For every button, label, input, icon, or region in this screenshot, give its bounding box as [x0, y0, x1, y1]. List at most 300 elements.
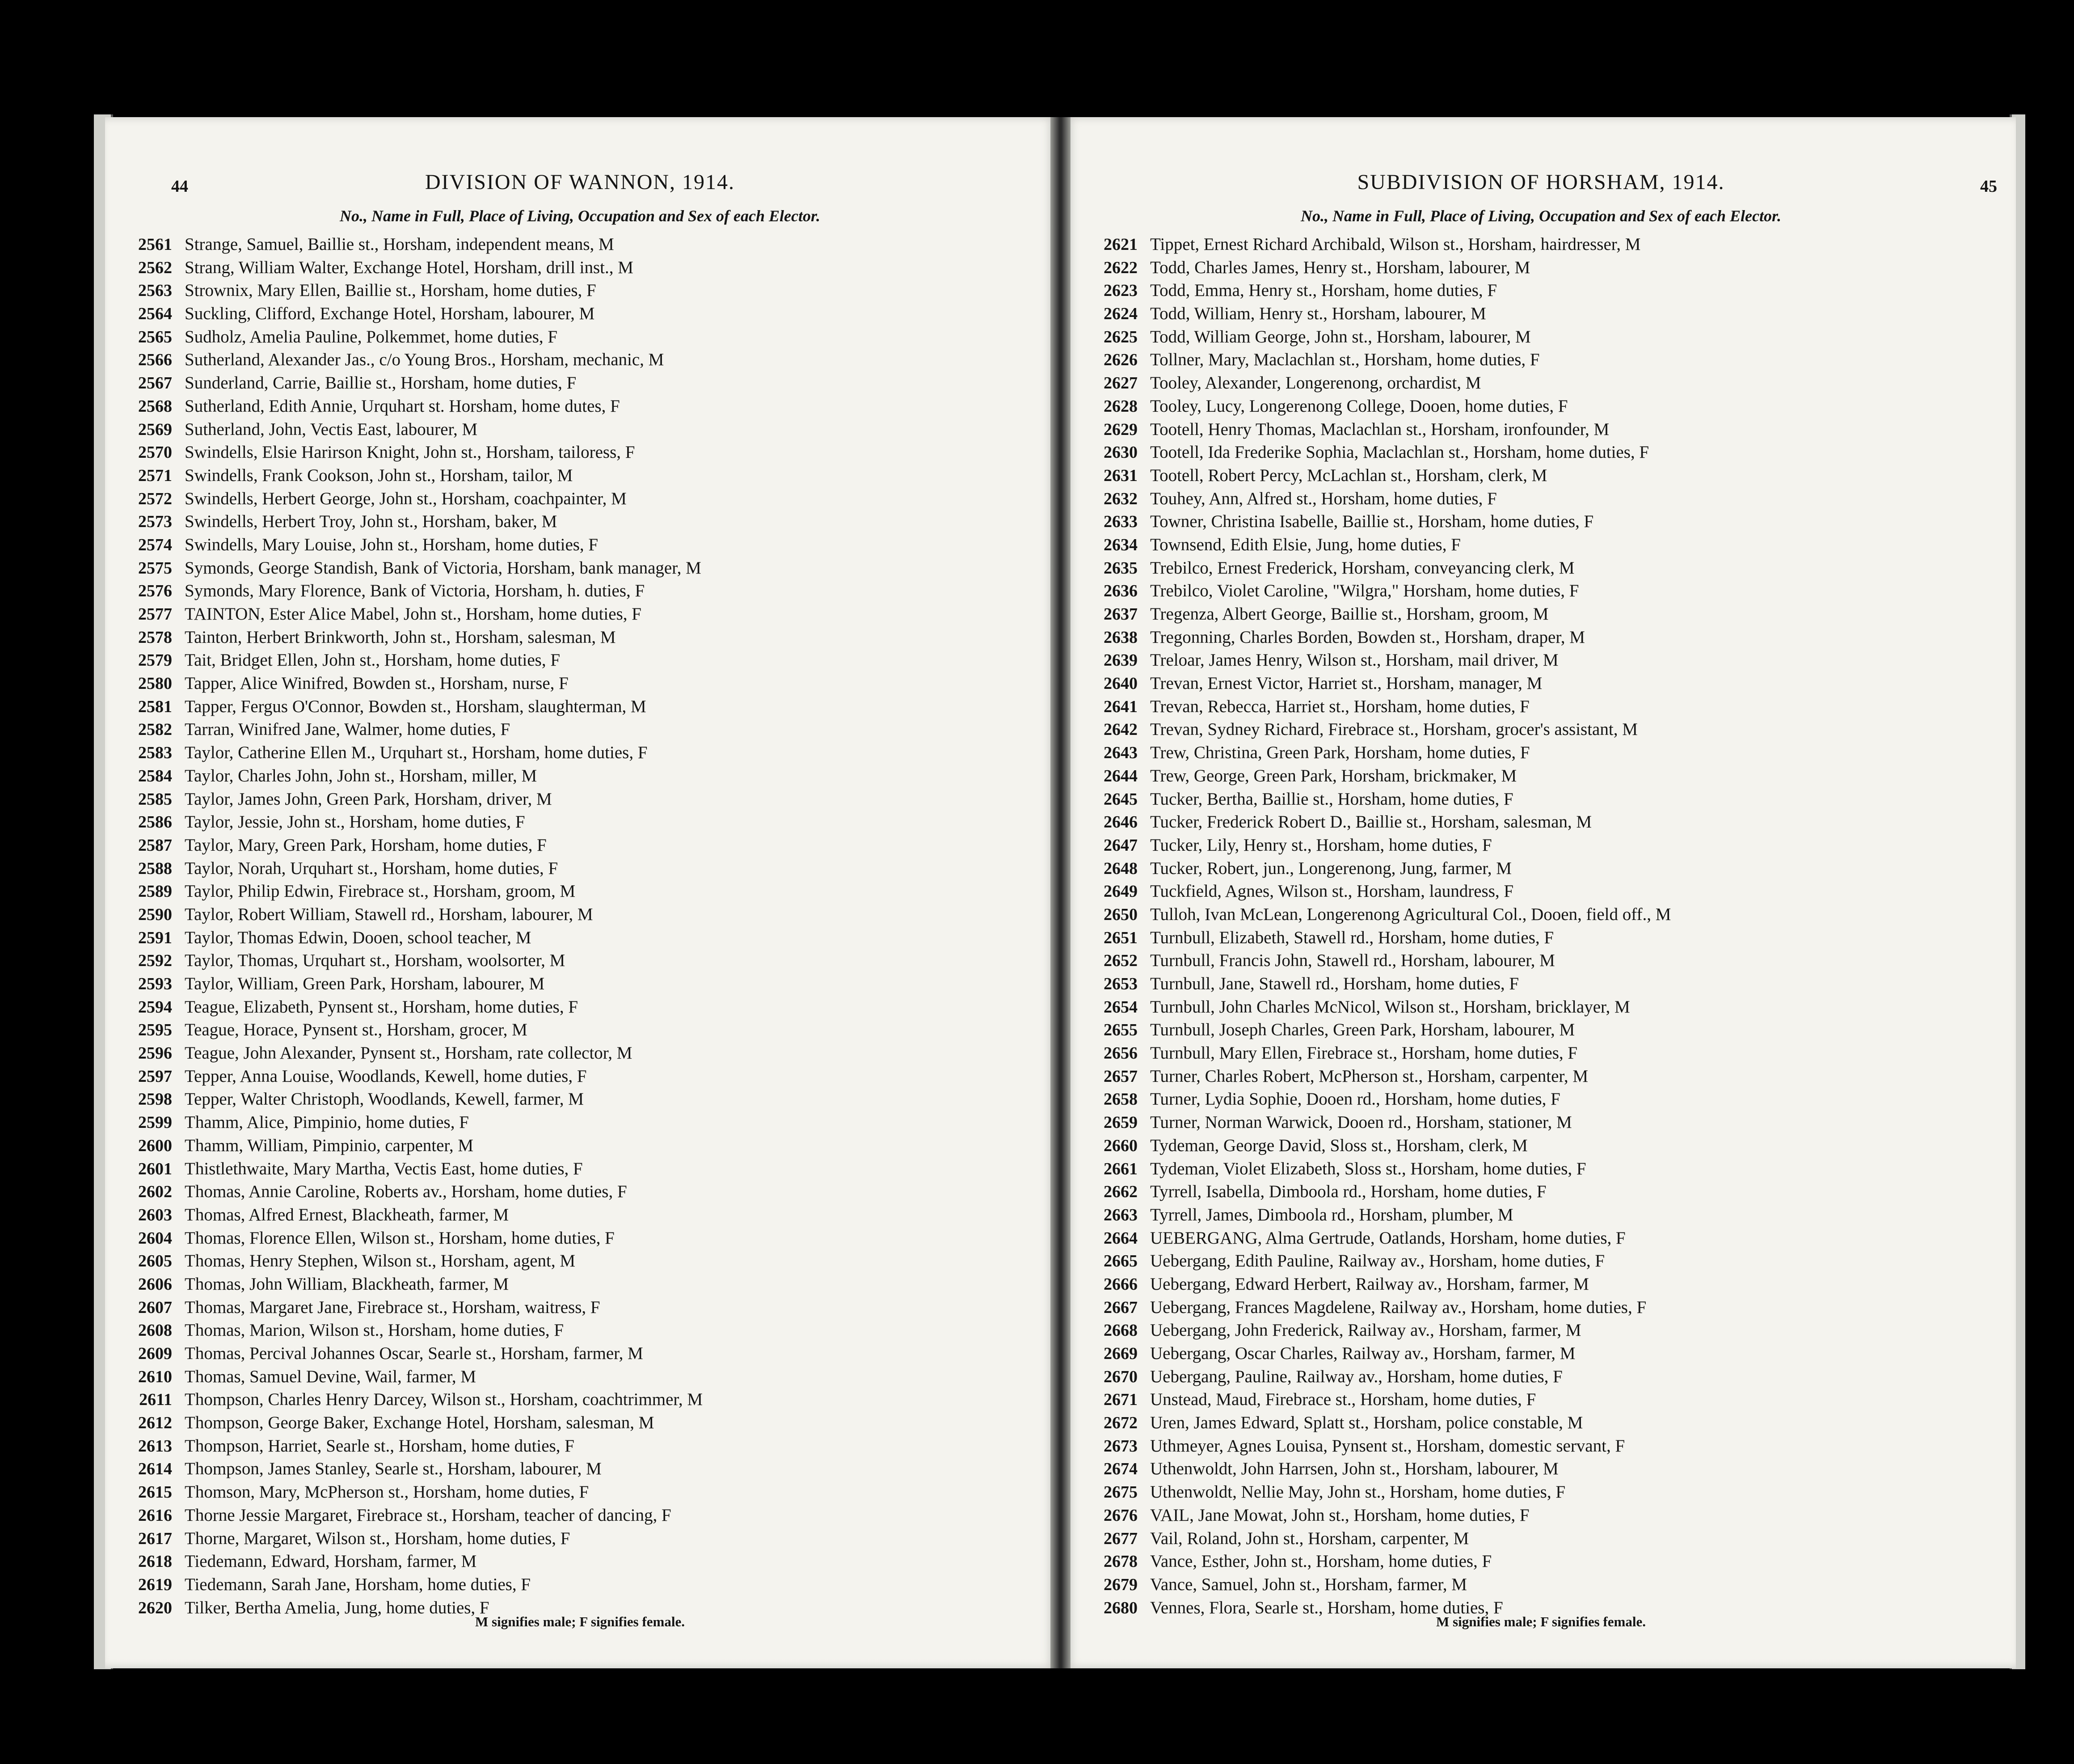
- elector-entry: [105, 1297, 1055, 1321]
- elector-number: 2600: [138, 1136, 172, 1155]
- elector-entry: [105, 719, 1055, 743]
- elector-details: Thomas, Marion, Wilson st., Horsham, home duties, F: [185, 1321, 564, 1340]
- elector-number: 2585: [138, 789, 172, 809]
- elector-details: Taylor, Thomas Edwin, Dooen, school teacher, M: [185, 928, 531, 947]
- elector-details: Sutherland, John, Vectis East, labourer, M: [185, 419, 478, 439]
- elector-details: Tollner, Mary, Maclachlan st., Horsham, home duties, F: [1150, 350, 1540, 370]
- elector-number: 2612: [138, 1414, 172, 1433]
- elector-entry: [1066, 1436, 2016, 1459]
- elector-details: Swindells, Elsie Harirson Knight, John st., Horsham, tailoress, F: [185, 443, 635, 462]
- elector-entry: [105, 1228, 1055, 1251]
- elector-entry: [105, 928, 1055, 951]
- elector-number: 2582: [138, 720, 172, 739]
- elector-number: 2671: [1104, 1390, 1138, 1410]
- elector-details: Uebergang, John Frederick, Railway av., Horsham, farmer, M: [1150, 1321, 1581, 1340]
- elector-entry: [105, 442, 1055, 465]
- elector-details: Thompson, Charles Henry Darcey, Wilson st., Horsham, coachtrimmer, M: [185, 1390, 703, 1410]
- elector-details: Uebergang, Edward Herbert, Railway av., Horsham, farmer, M: [1150, 1274, 1589, 1294]
- elector-entry: [1066, 650, 2016, 673]
- page-footer: M signifies male; F signifies female.: [475, 1614, 685, 1629]
- elector-details: Taylor, Mary, Green Park, Horsham, home duties, F: [185, 835, 547, 855]
- elector-entry: [1066, 1367, 2016, 1390]
- elector-entry: [105, 327, 1055, 350]
- elector-number: 2597: [138, 1067, 172, 1086]
- elector-number: 2670: [1104, 1367, 1138, 1386]
- elector-entry: [1066, 627, 2016, 650]
- elector-entry: [1066, 1112, 2016, 1135]
- elector-details: Tyrrell, James, Dimboola rd., Horsham, plumber, M: [1150, 1205, 1513, 1224]
- elector-number: 2571: [138, 466, 172, 485]
- elector-entry: [105, 234, 1055, 257]
- elector-number: 2646: [1104, 813, 1138, 832]
- elector-number: 2665: [1104, 1252, 1138, 1271]
- elector-number: 2581: [138, 697, 172, 716]
- elector-entry: [105, 1205, 1055, 1228]
- elector-details: Uebergang, Frances Magdelene, Railway av., Horsham, home duties, F: [1150, 1297, 1647, 1317]
- page-number: 45: [1980, 177, 1997, 196]
- elector-number: 2584: [138, 766, 172, 785]
- elector-details: Thorne Jessie Margaret, Firebrace st., Horsham, teacher of dancing, F: [185, 1505, 671, 1525]
- elector-entry: [105, 1135, 1055, 1159]
- elector-number: 2622: [1104, 258, 1138, 277]
- elector-number: 2644: [1104, 766, 1138, 785]
- elector-details: Turner, Norman Warwick, Dooen rd., Horsham, stationer, M: [1150, 1113, 1572, 1132]
- elector-number: 2618: [138, 1552, 172, 1571]
- elector-details: Sutherland, Edith Annie, Urquhart st. Horsham, home dutes, F: [185, 396, 620, 416]
- elector-details: Thorne, Margaret, Wilson st., Horsham, home duties, F: [185, 1528, 570, 1548]
- elector-number: 2620: [138, 1598, 172, 1617]
- elector-number: 2679: [1104, 1575, 1138, 1594]
- elector-number: 2565: [138, 327, 172, 346]
- elector-details: Uebergang, Edith Pauline, Railway av., Horsham, home duties, F: [1150, 1251, 1605, 1271]
- elector-number: 2578: [138, 628, 172, 647]
- elector-details: Sudholz, Amelia Pauline, Polkemmet, home duties, F: [185, 327, 558, 346]
- elector-details: Vance, Esther, John st., Horsham, home duties, F: [1150, 1552, 1492, 1571]
- elector-details: Todd, Emma, Henry st., Horsham, home duties, F: [1150, 281, 1497, 300]
- elector-details: Taylor, Philip Edwin, Firebrace st., Horsham, groom, M: [185, 882, 576, 901]
- elector-entry: [1066, 743, 2016, 766]
- elector-number: 2662: [1104, 1182, 1138, 1202]
- elector-entry: [1066, 1297, 2016, 1321]
- elector-entry: [1066, 442, 2016, 465]
- elector-details: Swindells, Herbert George, John st., Horsham, coachpainter, M: [185, 489, 627, 508]
- elector-details: Vance, Samuel, John st., Horsham, farmer, M: [1150, 1574, 1467, 1594]
- elector-details: Thomas, Henry Stephen, Wilson st., Horsham, agent, M: [185, 1251, 576, 1271]
- elector-number: 2636: [1104, 582, 1138, 601]
- elector-details: Tulloh, Ivan McLean, Longerenong Agricultural Col., Dooen, field off., M: [1150, 904, 1671, 924]
- elector-number: 2599: [138, 1113, 172, 1132]
- elector-details: Tiedemann, Edward, Horsham, farmer, M: [185, 1552, 477, 1571]
- elector-number: 2629: [1104, 420, 1138, 439]
- column-header: No., Name in Full, Place of Living, Occupation and Sex of each Elector.: [1301, 207, 1781, 225]
- elector-details: Trebilco, Violet Caroline, "Wilgra," Horsham, home duties, F: [1150, 581, 1579, 601]
- elector-entry: [1066, 1020, 2016, 1043]
- elector-entry: [1066, 789, 2016, 812]
- elector-number: 2658: [1104, 1090, 1138, 1109]
- elector-number: 2567: [138, 374, 172, 393]
- elector-entry: [1066, 1182, 2016, 1205]
- elector-number: 2645: [1104, 789, 1138, 809]
- elector-details: Tippet, Ernest Richard Archibald, Wilson st., Horsham, hairdresser, M: [1150, 235, 1641, 254]
- elector-number: 2566: [138, 350, 172, 370]
- elector-number: 2625: [1104, 327, 1138, 346]
- elector-details: Teague, Elizabeth, Pynsent st., Horsham, home duties, F: [185, 997, 578, 1017]
- elector-details: Taylor, Norah, Urquhart st., Horsham, home duties, F: [185, 858, 558, 878]
- elector-number: 2639: [1104, 651, 1138, 670]
- elector-details: Taylor, Thomas, Urquhart st., Horsham, woolsorter, M: [185, 951, 565, 971]
- elector-entry: [105, 650, 1055, 673]
- elector-entry: [105, 1482, 1055, 1505]
- elector-number: 2591: [138, 928, 172, 947]
- elector-number: 2666: [1104, 1274, 1138, 1294]
- elector-details: Thomas, John William, Blackheath, farmer, M: [185, 1274, 509, 1294]
- elector-number: 2569: [138, 420, 172, 439]
- elector-number: 2668: [1104, 1321, 1138, 1340]
- elector-number: 2642: [1104, 720, 1138, 739]
- elector-number: 2586: [138, 813, 172, 832]
- elector-details: Trevan, Sydney Richard, Firebrace st., Horsham, grocer's assistant, M: [1150, 720, 1638, 739]
- elector-number: 2601: [138, 1159, 172, 1178]
- elector-details: Swindells, Mary Louise, John st., Horsham, home duties, F: [185, 535, 599, 554]
- elector-entry: [1066, 1320, 2016, 1343]
- elector-number: 2664: [1104, 1228, 1138, 1248]
- elector-entry: [105, 673, 1055, 696]
- elector-entry: [1066, 604, 2016, 627]
- elector-entry: [105, 1459, 1055, 1482]
- elector-details: Symonds, Mary Florence, Bank of Victoria, Horsham, h. duties, F: [185, 581, 645, 601]
- elector-entry: [1066, 974, 2016, 997]
- elector-details: Thomas, Annie Caroline, Roberts av., Horsham, home duties, F: [185, 1182, 627, 1202]
- elector-details: Tainton, Herbert Brinkworth, John st., Horsham, salesman, M: [185, 627, 616, 647]
- elector-details: Sunderland, Carrie, Baillie st., Horsham, home duties, F: [185, 373, 577, 393]
- elector-number: 2680: [1104, 1598, 1138, 1617]
- elector-number: 2626: [1104, 350, 1138, 370]
- elector-details: Thomas, Margaret Jane, Firebrace st., Horsham, waitress, F: [185, 1297, 600, 1317]
- elector-details: Taylor, William, Green Park, Horsham, labourer, M: [185, 974, 545, 993]
- elector-details: Suckling, Clifford, Exchange Hotel, Horsham, labourer, M: [185, 304, 595, 324]
- elector-entry: [105, 511, 1055, 535]
- elector-number: 2580: [138, 674, 172, 693]
- elector-number: 2628: [1104, 397, 1138, 416]
- elector-number: 2657: [1104, 1067, 1138, 1086]
- elector-entry: [105, 743, 1055, 766]
- elector-entry: [1066, 465, 2016, 489]
- elector-entry: [105, 835, 1055, 858]
- elector-number: 2656: [1104, 1044, 1138, 1063]
- elector-entry: [1066, 1389, 2016, 1413]
- elector-details: Tait, Bridget Ellen, John st., Horsham, home duties, F: [185, 650, 561, 670]
- elector-number: 2593: [138, 975, 172, 993]
- elector-details: Strang, William Walter, Exchange Hotel, Horsham, drill inst., M: [185, 257, 633, 277]
- elector-number: 2577: [138, 605, 172, 624]
- elector-number: 2660: [1104, 1136, 1138, 1155]
- elector-number: 2631: [1104, 466, 1138, 485]
- elector-details: Tucker, Lily, Henry st., Horsham, home duties, F: [1150, 835, 1492, 855]
- elector-entry: [105, 604, 1055, 627]
- elector-entry: [1066, 766, 2016, 789]
- page-title: DIVISION OF WANNON, 1914.: [425, 170, 735, 194]
- elector-details: Touhey, Ann, Alfred st., Horsham, home duties, F: [1150, 489, 1497, 508]
- elector-details: Thomas, Percival Johannes Oscar, Searle st., Horsham, farmer, M: [185, 1344, 643, 1363]
- elector-number: 2579: [138, 651, 172, 670]
- elector-number: 2574: [138, 535, 172, 554]
- elector-details: Thomas, Florence Ellen, Wilson st., Horsham, home duties, F: [185, 1228, 615, 1248]
- elector-details: Thompson, James Stanley, Searle st., Horsham, labourer, M: [185, 1459, 602, 1479]
- elector-number: 2676: [1104, 1506, 1138, 1525]
- elector-entry: [105, 696, 1055, 720]
- elector-entry: [1066, 257, 2016, 281]
- page-footer: M signifies male; F signifies female.: [1436, 1614, 1646, 1629]
- elector-number: 2627: [1104, 374, 1138, 393]
- elector-number: 2675: [1104, 1483, 1138, 1502]
- elector-entry: [105, 581, 1055, 604]
- elector-entry: [1066, 1528, 2016, 1552]
- elector-entry: [105, 1574, 1055, 1598]
- elector-entry: [1066, 1251, 2016, 1274]
- elector-details: Thompson, George Baker, Exchange Hotel, Horsham, salesman, M: [185, 1413, 654, 1433]
- elector-details: Tapper, Fergus O'Connor, Bowden st., Horsham, slaughterman, M: [185, 696, 646, 716]
- elector-entry: [105, 396, 1055, 419]
- elector-entry: [1066, 350, 2016, 373]
- elector-entry: [105, 1066, 1055, 1089]
- elector-entry: [1066, 1043, 2016, 1066]
- elector-entry: [105, 881, 1055, 904]
- elector-entry: [105, 1343, 1055, 1367]
- elector-entry: [105, 373, 1055, 396]
- elector-entry: [105, 812, 1055, 835]
- elector-number: 2654: [1104, 997, 1138, 1017]
- elector-details: Tucker, Bertha, Baillie st., Horsham, home duties, F: [1150, 789, 1513, 809]
- elector-entry: [1066, 419, 2016, 443]
- elector-number: 2673: [1104, 1436, 1138, 1456]
- elector-entry: [105, 1436, 1055, 1459]
- elector-number: 2653: [1104, 975, 1138, 993]
- elector-details: Turner, Charles Robert, McPherson st., Horsham, carpenter, M: [1150, 1066, 1589, 1086]
- elector-details: Turnbull, Joseph Charles, Green Park, Horsham, labourer, M: [1150, 1020, 1575, 1040]
- elector-number: 2594: [138, 997, 172, 1017]
- elector-entry: [1066, 1551, 2016, 1574]
- elector-details: Townsend, Edith Elsie, Jung, home duties, F: [1150, 535, 1461, 554]
- elector-number: 2659: [1104, 1113, 1138, 1132]
- elector-details: Swindells, Frank Cookson, John st., Horsham, tailor, M: [185, 465, 573, 485]
- elector-entry: [1066, 327, 2016, 350]
- elector-number: 2649: [1104, 882, 1138, 901]
- elector-details: UEBERGANG, Alma Gertrude, Oatlands, Horsham, home duties, F: [1150, 1228, 1626, 1248]
- elector-entry: [105, 304, 1055, 327]
- elector-entry: [105, 1159, 1055, 1182]
- elector-entry: [105, 950, 1055, 974]
- elector-number: 2615: [138, 1483, 172, 1502]
- elector-number: 2651: [1104, 928, 1138, 947]
- elector-details: Teague, John Alexander, Pynsent st., Horsham, rate collector, M: [185, 1043, 632, 1063]
- elector-details: Tooley, Alexander, Longerenong, orchardist, M: [1150, 373, 1481, 393]
- elector-entry: [1066, 1505, 2016, 1528]
- elector-number: 2596: [138, 1044, 172, 1063]
- elector-number: 2624: [1104, 304, 1138, 324]
- elector-entry: [1066, 280, 2016, 304]
- elector-number: 2570: [138, 443, 172, 462]
- elector-number: 2611: [139, 1390, 172, 1410]
- elector-entry: [1066, 997, 2016, 1020]
- elector-number: 2663: [1104, 1205, 1138, 1224]
- elector-number: 2619: [138, 1575, 172, 1594]
- elector-details: Todd, William, Henry st., Horsham, labourer, M: [1150, 304, 1486, 324]
- elector-details: Trevan, Rebecca, Harriet st., Horsham, home duties, F: [1150, 696, 1530, 716]
- elector-details: Taylor, Catherine Ellen M., Urquhart st., Horsham, home duties, F: [185, 743, 648, 763]
- elector-number: 2630: [1104, 443, 1138, 462]
- elector-details: Treloar, James Henry, Wilson st., Horsham, mail driver, M: [1150, 650, 1559, 670]
- elector-number: 2602: [138, 1182, 172, 1202]
- elector-entry: [105, 904, 1055, 928]
- elector-entry: [105, 1020, 1055, 1043]
- elector-details: Tootell, Ida Frederike Sophia, Maclachlan st., Horsham, home duties, F: [1150, 443, 1649, 462]
- elector-entry: [105, 419, 1055, 443]
- elector-entry: [105, 1528, 1055, 1552]
- elector-details: Uthenwoldt, Nellie May, John st., Horsham, home duties, F: [1150, 1482, 1566, 1502]
- page-title: SUBDIVISION OF HORSHAM, 1914.: [1357, 170, 1725, 194]
- elector-details: Tuckfield, Agnes, Wilson st., Horsham, laundress, F: [1150, 882, 1514, 901]
- elector-details: Trebilco, Ernest Frederick, Horsham, conveyancing clerk, M: [1150, 558, 1575, 578]
- elector-entry: [1066, 858, 2016, 882]
- elector-details: Tootell, Robert Percy, McLachlan st., Horsham, clerk, M: [1150, 465, 1547, 485]
- elector-details: Strange, Samuel, Baillie st., Horsham, independent means, M: [185, 235, 614, 254]
- column-header: No., Name in Full, Place of Living, Occupation and Sex of each Elector.: [340, 207, 820, 225]
- elector-details: Taylor, Robert William, Stawell rd., Horsham, labourer, M: [185, 904, 593, 924]
- elector-entry: [1066, 1482, 2016, 1505]
- elector-entry: [1066, 835, 2016, 858]
- elector-entry: [105, 280, 1055, 304]
- elector-entry: [105, 489, 1055, 512]
- elector-details: TAINTON, Ester Alice Mabel, John st., Horsham, home duties, F: [185, 604, 641, 624]
- elector-details: Vennes, Flora, Searle st., Horsham, home duties, F: [1150, 1598, 1503, 1617]
- elector-entry: [1066, 234, 2016, 257]
- elector-number: 2562: [138, 258, 172, 277]
- elector-number: 2606: [138, 1274, 172, 1294]
- elector-number: 2650: [1104, 905, 1138, 924]
- elector-entry: [1066, 696, 2016, 720]
- elector-number: 2643: [1104, 743, 1138, 763]
- elector-number: 2595: [138, 1021, 172, 1040]
- elector-number: 2614: [138, 1460, 172, 1479]
- elector-entry: [1066, 1343, 2016, 1367]
- elector-entry: [105, 257, 1055, 281]
- elector-entry: [1066, 881, 2016, 904]
- elector-entry: [105, 766, 1055, 789]
- elector-details: Vail, Roland, John st., Horsham, carpenter, M: [1150, 1528, 1469, 1548]
- elector-details: Turnbull, Jane, Stawell rd., Horsham, home duties, F: [1150, 974, 1519, 993]
- elector-number: 2605: [138, 1252, 172, 1271]
- elector-details: Turnbull, Mary Ellen, Firebrace st., Horsham, home duties, F: [1150, 1043, 1578, 1063]
- elector-entry: [1066, 558, 2016, 581]
- elector-details: Thompson, Harriet, Searle st., Horsham, home duties, F: [185, 1436, 574, 1456]
- elector-number: 2572: [138, 489, 172, 508]
- elector-number: 2563: [138, 281, 172, 300]
- elector-number: 2623: [1104, 281, 1138, 300]
- elector-details: Tydeman, George David, Sloss st., Horsham, clerk, M: [1150, 1135, 1528, 1155]
- elector-details: Teague, Horace, Pynsent st., Horsham, grocer, M: [185, 1020, 527, 1040]
- elector-details: Thomson, Mary, McPherson st., Horsham, home duties, F: [185, 1482, 589, 1502]
- elector-number: 2674: [1104, 1460, 1138, 1479]
- elector-entry: [105, 997, 1055, 1020]
- elector-entry: [1066, 535, 2016, 558]
- elector-number: 2603: [138, 1205, 172, 1224]
- elector-details: Tregenza, Albert George, Baillie st., Horsham, groom, M: [1150, 604, 1549, 624]
- elector-entry: [1066, 396, 2016, 419]
- elector-number: 2617: [138, 1529, 172, 1548]
- elector-details: Tooley, Lucy, Longerenong College, Dooen, home duties, F: [1150, 396, 1568, 416]
- elector-entry: [1066, 719, 2016, 743]
- elector-number: 2561: [138, 235, 172, 254]
- elector-number: 2652: [1104, 951, 1138, 971]
- elector-number: 2573: [138, 512, 172, 532]
- elector-details: Turner, Lydia Sophie, Dooen rd., Horsham, home duties, F: [1150, 1089, 1560, 1109]
- elector-details: Todd, Charles James, Henry st., Horsham, labourer, M: [1150, 257, 1530, 277]
- elector-number: 2634: [1104, 535, 1138, 554]
- elector-number: 2610: [138, 1367, 172, 1386]
- elector-number: 2640: [1104, 674, 1138, 693]
- elector-entry: [105, 1089, 1055, 1112]
- elector-list: [1066, 234, 2016, 1621]
- elector-details: Tilker, Bertha Amelia, Jung, home duties, F: [185, 1598, 489, 1617]
- elector-details: Sutherland, Alexander Jas., c/o Young Bros., Horsham, mechanic, M: [185, 350, 664, 370]
- elector-details: Taylor, Jessie, John st., Horsham, home duties, F: [185, 812, 525, 832]
- elector-entry: [1066, 304, 2016, 327]
- elector-entry: [105, 974, 1055, 997]
- elector-details: Unstead, Maud, Firebrace st., Horsham, home duties, F: [1150, 1390, 1536, 1410]
- elector-details: Thamm, William, Pimpinio, carpenter, M: [185, 1135, 474, 1155]
- left-page: [105, 117, 1055, 1668]
- elector-number: 2575: [138, 558, 172, 578]
- elector-entry: [1066, 950, 2016, 974]
- elector-entry: [1066, 904, 2016, 928]
- elector-entry: [1066, 581, 2016, 604]
- elector-details: VAIL, Jane Mowat, John st., Horsham, home duties, F: [1150, 1505, 1530, 1525]
- elector-entry: [105, 1182, 1055, 1205]
- elector-entry: [1066, 928, 2016, 951]
- elector-number: 2632: [1104, 489, 1138, 508]
- elector-number: 2588: [138, 859, 172, 878]
- elector-details: Tiedemann, Sarah Jane, Horsham, home duties, F: [185, 1574, 531, 1594]
- elector-number: 2635: [1104, 558, 1138, 578]
- elector-details: Tydeman, Violet Elizabeth, Sloss st., Horsham, home duties, F: [1150, 1159, 1586, 1178]
- elector-details: Taylor, James John, Green Park, Horsham, driver, M: [185, 789, 552, 809]
- elector-number: 2583: [138, 743, 172, 763]
- elector-number: 2592: [138, 951, 172, 971]
- elector-entry: [105, 1320, 1055, 1343]
- elector-number: 2641: [1104, 697, 1138, 716]
- elector-details: Tepper, Anna Louise, Woodlands, Kewell, home duties, F: [185, 1066, 587, 1086]
- elector-number: 2576: [138, 582, 172, 601]
- elector-entry: [1066, 1205, 2016, 1228]
- elector-number: 2648: [1104, 859, 1138, 878]
- elector-number: 2655: [1104, 1021, 1138, 1040]
- elector-details: Tepper, Walter Christoph, Woodlands, Kewell, farmer, M: [185, 1089, 584, 1109]
- elector-details: Uebergang, Oscar Charles, Railway av., Horsham, farmer, M: [1150, 1344, 1576, 1363]
- elector-number: 2564: [138, 304, 172, 324]
- elector-details: Turnbull, John Charles McNicol, Wilson st., Horsham, bricklayer, M: [1150, 997, 1630, 1017]
- elector-details: Tyrrell, Isabella, Dimboola rd., Horsham, home duties, F: [1150, 1182, 1547, 1202]
- elector-number: 2637: [1104, 605, 1138, 624]
- elector-details: Tootell, Henry Thomas, Maclachlan st., Horsham, ironfounder, M: [1150, 419, 1610, 439]
- elector-entry: [1066, 1089, 2016, 1112]
- elector-number: 2638: [1104, 628, 1138, 647]
- elector-list: [105, 234, 1055, 1621]
- page-number: 44: [171, 177, 188, 196]
- elector-number: 2647: [1104, 836, 1138, 855]
- elector-entry: [105, 1413, 1055, 1436]
- elector-entry: [105, 1389, 1055, 1413]
- elector-number: 2598: [138, 1090, 172, 1109]
